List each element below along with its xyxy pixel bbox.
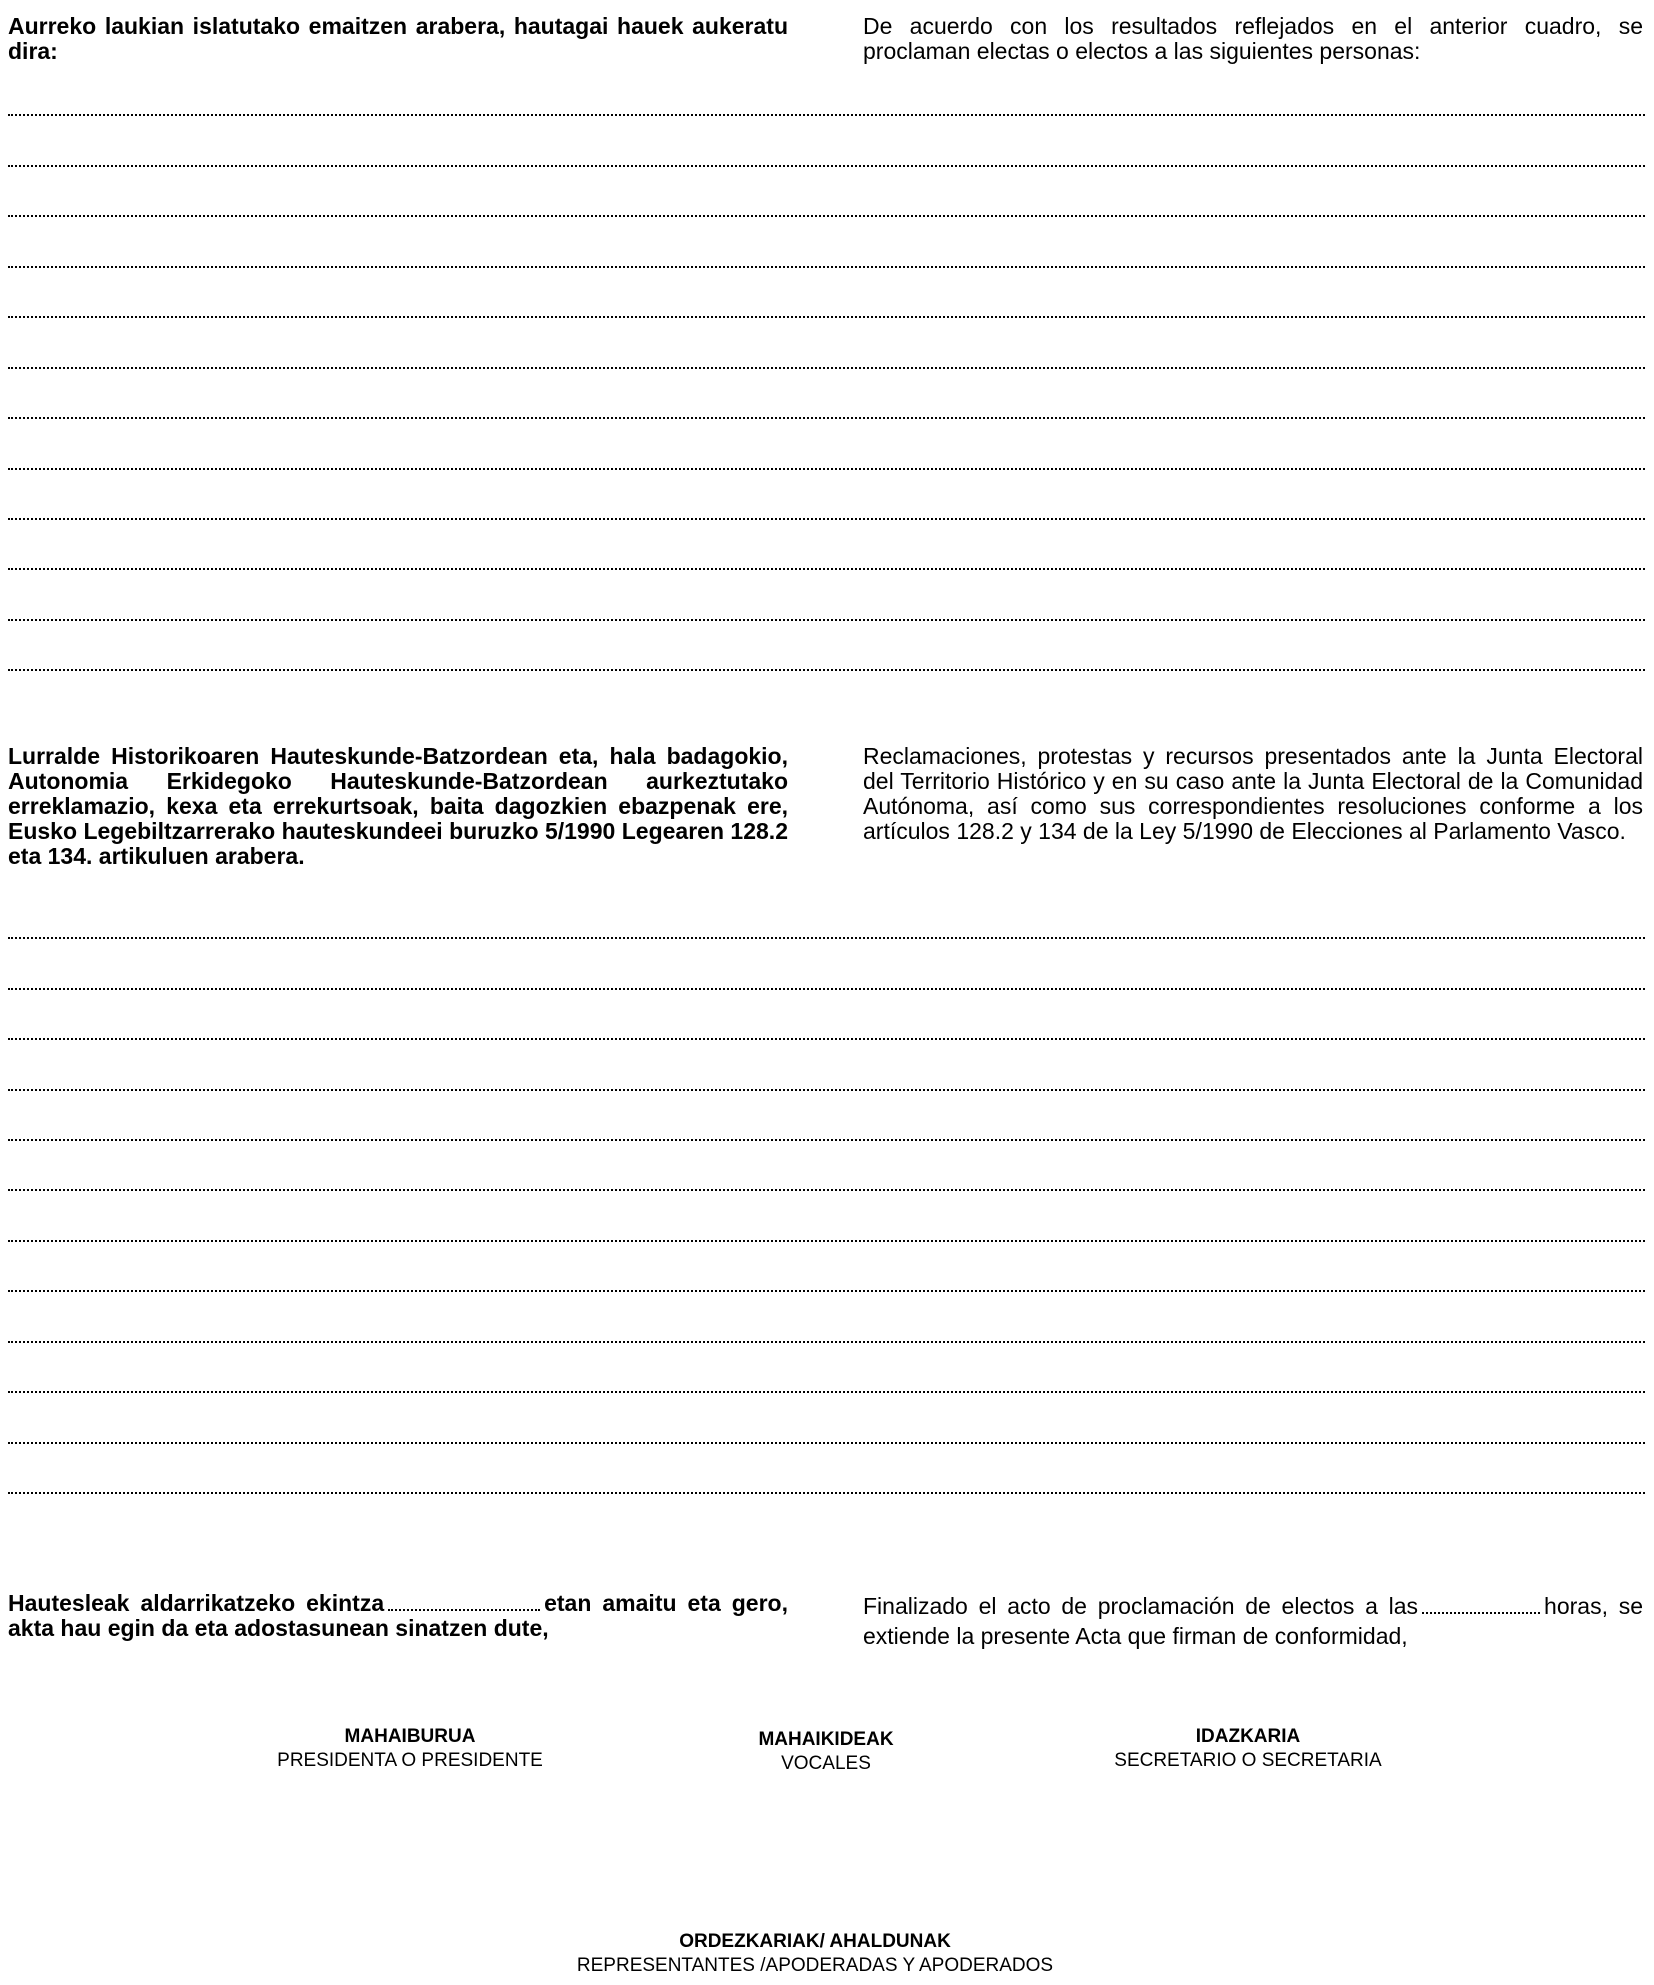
dotted-line[interactable] — [8, 1442, 1645, 1444]
dotted-line[interactable] — [8, 367, 1645, 369]
cierre-es-part2: horas, se extiende la presente Acta que firman de conformidad, — [863, 1593, 1643, 1649]
reclamaciones-label-es — [863, 744, 1643, 844]
dotted-line[interactable] — [8, 417, 1645, 419]
dotted-line[interactable] — [8, 165, 1645, 167]
dotted-line[interactable] — [8, 518, 1645, 520]
dotted-line[interactable] — [8, 1240, 1645, 1242]
dotted-line[interactable] — [8, 669, 1645, 671]
signature-secretary — [1078, 1725, 1418, 1773]
dotted-line[interactable] — [8, 988, 1645, 990]
electos-text-es: De acuerdo con los resultados reflejados en el anterior cuadro, se proclaman electas o electos a las siguientes personas: — [863, 13, 1643, 64]
dotted-line[interactable] — [8, 1290, 1645, 1292]
dotted-line[interactable] — [8, 1341, 1645, 1343]
cierre-text-es — [863, 1591, 1643, 1651]
reclamaciones-label-eu — [8, 744, 788, 869]
vocales-title-es: VOCALES — [781, 1753, 871, 1774]
dotted-line[interactable] — [8, 568, 1645, 570]
dotted-line[interactable] — [8, 215, 1645, 217]
reclamaciones-text-eu: Lurralde Historikoaren Hauteskunde-Batzordean eta, hala badagokio, Autonomia Erkidegoko Hauteskunde-Batzordean aurkeztutako erreklamazio, kexa eta errekurtsoak, baita dagozkien ebazpenak ere, Eusko Legebiltzarrerako hauteskundeei buruzko 5/1990 Legearen 128.2 eta 134. artikuluen arabera. — [8, 743, 788, 869]
representatives-title-eu: ORDEZKARIAK/ AHALDUNAK — [679, 1931, 951, 1952]
dotted-line[interactable] — [8, 619, 1645, 621]
dotted-line[interactable] — [8, 1189, 1645, 1191]
secretary-title-eu: IDAZKARIA — [1195, 1726, 1301, 1747]
representatives-title-es: REPRESENTANTES /APODERADAS Y APODERADOS — [576, 1955, 1054, 1976]
dotted-line[interactable] — [8, 1391, 1645, 1393]
dotted-line[interactable] — [8, 1038, 1645, 1040]
dotted-line[interactable] — [8, 468, 1645, 470]
dotted-line[interactable] — [8, 114, 1645, 116]
cierre-paragraph-eu — [8, 1591, 788, 1641]
dotted-line[interactable] — [8, 937, 1645, 939]
electos-label-es — [863, 14, 1643, 64]
president-title-es: PRESIDENTA O PRESIDENTE — [277, 1750, 543, 1771]
electos-text-eu: Aurreko laukian islatutako emaitzen arabera, hautagai hauek aukeratu dira: — [8, 13, 788, 64]
vocales-title-eu: MAHAIKIDEAK — [758, 1729, 894, 1750]
dotted-line[interactable] — [8, 1089, 1645, 1091]
dotted-line[interactable] — [8, 316, 1645, 318]
reclamaciones-text-es: Reclamaciones, protestas y recursos presentados ante la Junta Electoral del Territorio Histórico y en su caso ante la Junta Electoral de la Comunidad Autónoma, así como sus correspondientes resoluciones conforme a los artículos 128.2 y 134 de la Ley 5/1990 de Elecciones al Parlamento Vasco. — [863, 743, 1643, 844]
dotted-line[interactable] — [8, 1139, 1645, 1141]
dotted-line[interactable] — [8, 266, 1645, 268]
dotted-line[interactable] — [8, 1492, 1645, 1494]
signature-vocales — [686, 1728, 966, 1776]
hour-blank-es[interactable] — [1422, 1612, 1540, 1614]
hour-blank-eu[interactable] — [388, 1609, 540, 1611]
cierre-es-part1: Finalizado el acto de proclamación de electos a las — [863, 1593, 1419, 1619]
cierre-paragraph-es — [863, 1591, 1643, 1651]
signature-president — [220, 1725, 600, 1773]
cierre-eu-part2: etan amaitu eta gero, akta hau egin da eta adostasunean sinatzen dute, — [8, 1590, 788, 1641]
signature-representatives — [500, 1930, 1130, 1978]
secretary-title-es: SECRETARIO O SECRETARIA — [1114, 1750, 1382, 1771]
president-title-eu: MAHAIBURUA — [344, 1726, 476, 1747]
electos-label-eu — [8, 14, 788, 64]
cierre-eu-part1: Hautesleak aldarrikatzeko ekintza — [8, 1590, 385, 1616]
cierre-text-eu — [8, 1591, 788, 1641]
